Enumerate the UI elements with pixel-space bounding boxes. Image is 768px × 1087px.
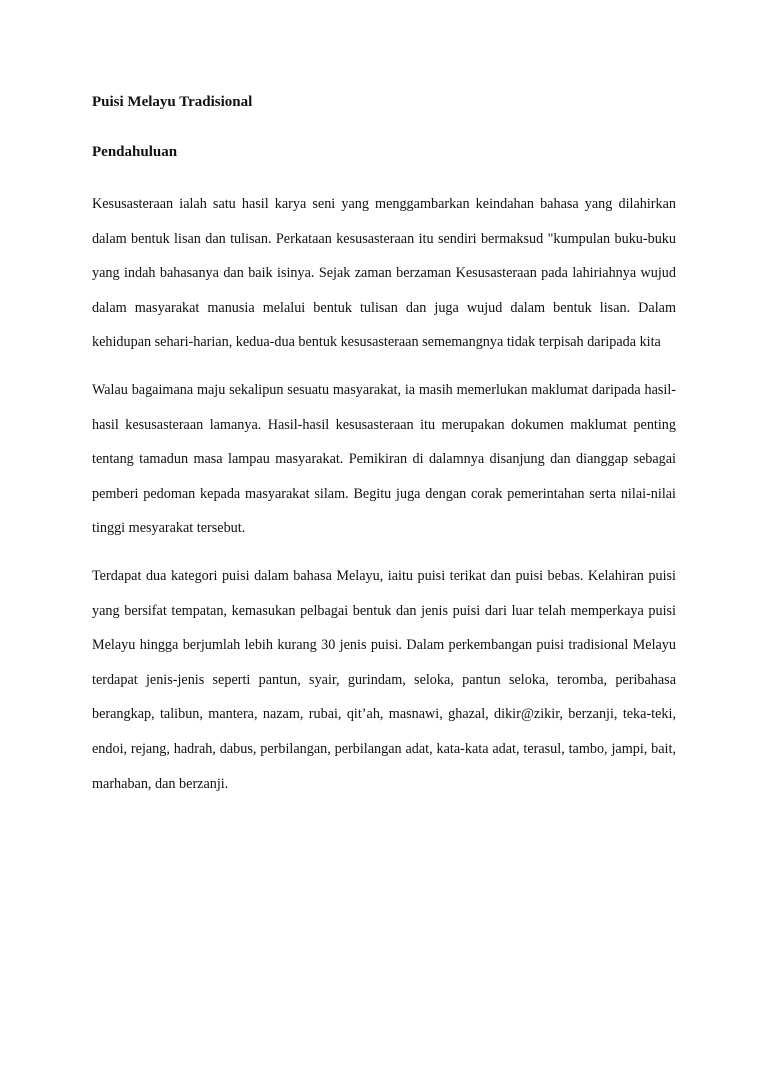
document-title: Puisi Melayu Tradisional: [92, 94, 253, 110]
paragraph-society: Walau bagaimana maju sekalipun sesuatu masyarakat, ia masih memerlukan maklumat daripada hasil-hasil kesusasteraan lamanya. Hasil-hasil kesusasteraan itu merupakan dokumen maklumat penting tentang tamadun masa lampau masyarakat. Pemikiran di dalamnya disanjung dan dianggap sebagai pemberi pedoman kepada masyarakat silam. Begitu juga dengan corak pemerintahan serta nilai-nilai tinggi mesyarakat tersebut.: [92, 381, 676, 537]
document-page: [92, 88, 676, 814]
section-heading: Pendahuluan: [92, 144, 178, 160]
paragraph-introduction: Kesusasteraan ialah satu hasil karya seni yang menggambarkan keindahan bahasa yang dilahirkan dalam bentuk lisan dan tulisan. Perkataan kesusasteraan itu sendiri bermaksud "kumpulan buku-buku yang indah bahasanya dan baik isinya. Sejak zaman berzaman Kesusasteraan pada lahiriahnya wujud dalam masyarakat manusia melalui bentuk tulisan dan juga wujud dalam bentuk lisan. Dalam kehidupan sehari-harian, kedua-dua bentuk kesusasteraan sememangnya tidak terpisah daripada kita: [92, 196, 676, 351]
paragraph-poetry-categories: Terdapat dua kategori puisi dalam bahasa Melayu, iaitu puisi terikat dan puisi bebas. Kelahiran puisi yang bersifat tempatan, kemasukan pelbagai bentuk dan jenis puisi dari luar telah memperkaya puisi Melayu hingga berjumlah lebih kurang 30 jenis puisi. Dalam perkembangan puisi tradisional Melayu terdapat jenis-jenis seperti pantun, syair, gurindam, seloka, pantun seloka, teromba, peribahasa berangkap, talibun, mantera, nazam, rubai, qit’ah, masnawi, ghazal, dikir@zikir, berzanji, teka-teki, endoi, rejang, hadrah, dabus, perbilangan, perbilangan adat, kata-kata adat, terasul, tambo, jampi, bait, marhaban, dan berzanji.: [92, 567, 676, 792]
